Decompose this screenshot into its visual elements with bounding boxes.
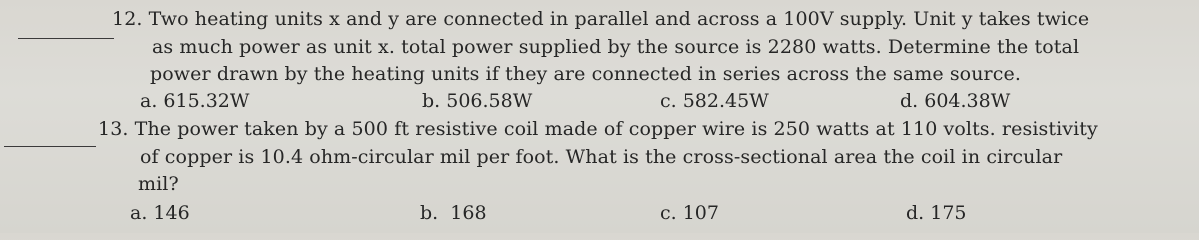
q12-choice-c: c. 582.45W bbox=[660, 90, 769, 112]
question-12-line-1 bbox=[112, 8, 1089, 30]
question-13-text-line-1: The power taken by a 500 ft resistive coil made of copper wire is 250 watts at 110 volts. resistivity bbox=[134, 118, 1098, 140]
q13-choice-b: b. 168 bbox=[420, 202, 487, 224]
answer-blank-q13 bbox=[4, 146, 96, 147]
answer-blank-q12 bbox=[18, 38, 114, 39]
q12-choice-d: d. 604.38W bbox=[900, 90, 1011, 112]
question-13-text-line-3: mil? bbox=[138, 173, 179, 195]
question-13-number: 13. bbox=[98, 118, 129, 140]
question-12-text-line-2: as much power as unit x. total power supplied by the source is 2280 watts. Determine the total bbox=[152, 36, 1080, 58]
question-13-text-line-2: of copper is 10.4 ohm-circular mil per foot. What is the cross-sectional area the coil in circular bbox=[140, 146, 1063, 168]
q13-choice-a: a. 146 bbox=[130, 202, 190, 224]
question-12-text-line-3: power drawn by the heating units if they are connected in series across the same source. bbox=[150, 63, 1021, 85]
q12-choice-a: a. 615.32W bbox=[140, 90, 250, 112]
question-12-text-line-1: Two heating units x and y are connected in parallel and across a 100V supply. Unit y takes twice bbox=[148, 8, 1090, 30]
q12-choice-b: b. 506.58W bbox=[422, 90, 533, 112]
question-12-number: 12. bbox=[112, 8, 143, 30]
question-13-line-1 bbox=[98, 118, 1098, 140]
q13-choice-c: c. 107 bbox=[660, 202, 719, 224]
q13-choice-d: d. 175 bbox=[906, 202, 967, 224]
